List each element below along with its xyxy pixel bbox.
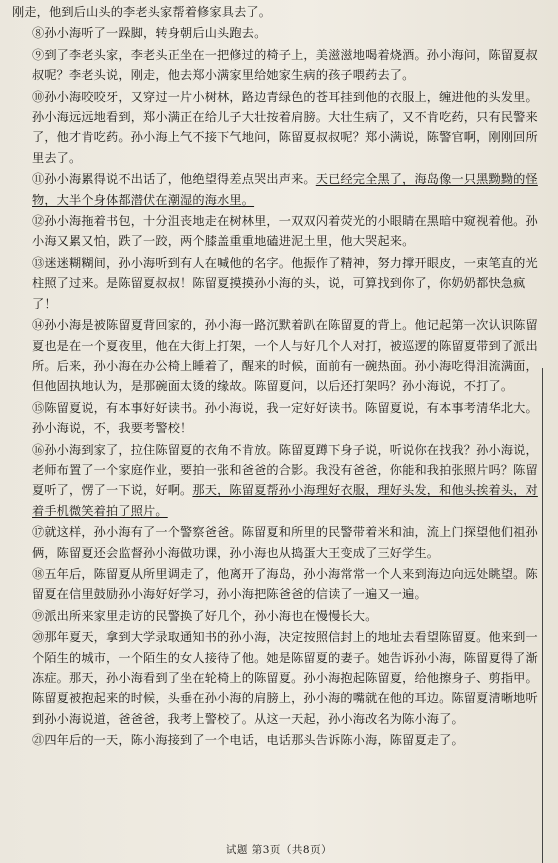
- paragraph-p10: [12, 87, 540, 169]
- paragraph-p20: [12, 627, 540, 729]
- story-text: [12, 2, 540, 751]
- paragraph-p19: [12, 606, 540, 626]
- text-run: ⑧孙小海听了一跺脚，转身朝后山头跑去。: [32, 26, 267, 41]
- text-run: ⑰就这样，孙小海有了一个警察爸爸。陈留夏和所里的民警带着米和油，流上门探望他们祖孙俩，陈留夏还会监督孙小海做功课，孙小海也从捣蛋大王变成了三好学生。: [32, 525, 538, 560]
- paragraph-p21: [12, 730, 540, 750]
- text-run: ⑩孙小海咬咬牙，又穿过一片小树林，路边青绿色的苍耳挂到他的衣服上，缠进他的头发里。孙小海远远地看到，郑小满正在给儿子大壮按着肩膀。大壮生病了，又不肯吃药，只有民警来了，他才肯吃药。孙小海上气不接下气地问，陈留夏叔叔呢？郑小满说，陈警官啊，刚刚回所里去了。: [32, 89, 538, 165]
- paragraph-p9: [12, 45, 540, 86]
- text-run: ⑮陈留夏说，有本事好好读书。孙小海说，我一定好好读书。陈留夏说，有本事考清华北大。孙小海说，不，我要考警校！: [32, 400, 538, 436]
- paragraph-p7_tail: [12, 2, 540, 22]
- text-run: ⑭孙小海是被陈留夏背回家的，孙小海一路沉默着趴在陈留夏的背上。他记起第一次认识陈留夏也是在一个夏夜里，他在大街上打架，一个人与好几个人对打，被巡逻的陈留夏带到了派出所。后来，孙小海在办公椅上睡着了，醒来的时候，面前有一碗热面。孙小海吃得泪流满面，但他固执地认为，是那碗面太烫的缘故。陈留夏问，以后还打架吗？孙小海说，不打了。: [32, 318, 538, 394]
- underlined-sentence: 那天，陈留夏帮孙小海理好衣服，理好头发，和他头挨着头，对着手机微笑着拍了照片。: [32, 483, 538, 518]
- text-run: ⑫孙小海拖着书包，十分沮丧地走在树林里，一双双闪着荧光的小眼睛在黑暗中窥视着他。孙小海又累又怕，跌了一跤，两个膝盖重重地磕进泥土里，他大哭起来。: [32, 214, 538, 249]
- text-run: 刚走，他到后山头的李老头家帮着修家具去了。: [12, 5, 272, 19]
- text-run: ⑬迷迷糊糊间，孙小海听到有人在喊他的名字。他振作了精神，努力撑开眼皮，一束笔直的光柱照了过来。是陈留夏叔叔！陈留夏摸摸孙小海的头，说，可算找到你了，你奶奶都快急疯了！: [32, 255, 538, 311]
- text-run: ⑲派出所来家里走访的民警换了好几个，孙小海也在慢慢长大。: [32, 608, 378, 623]
- text-run: ⑳那年夏天，拿到大学录取通知书的孙小海，决定按照信封上的地址去看望陈留夏。他来到一个陌生的城市，一个陌生的女人接待了他。她是陈留夏的妻子。她告诉孙小海，陈留夏得了渐冻症。那天，孙小海看到了坐在轮椅上的陈留夏。孙小海抱起陈留夏，给他擦身子、剪指甲。陈留夏被抱起来的时候，头垂在孙小海的肩膀上，孙小海的嘴就在他的耳边。陈留夏清晰地听到孙小海说道，爸爸爸，我考上警校了。从这一天起，孙小海改名为陈小海了。: [32, 630, 538, 726]
- text-run: ⑯孙小海到家了，拉住陈留夏的衣角不肯放。陈留夏蹲下身子说，听说你在找我？孙小海说，老师布置了一个家庭作业，要拍一张和爸爸的合影。我没有爸爸，你能和我拍张照片吗？陈留夏听了，愣了一下说，好啊。: [32, 442, 538, 498]
- text-run: ㉑四年后的一天，陈小海接到了一个电话，电话那头告诉陈小海，陈留夏走了。: [32, 733, 464, 748]
- paragraph-p12: [12, 211, 540, 252]
- paragraph-p17: [12, 522, 540, 563]
- paragraph-p11: [12, 169, 540, 210]
- text-run: ⑨到了李老头家，李老头正坐在一把修过的椅子上，美滋滋地喝着烧酒。孙小海问，陈留夏叔叔呢？李老头说，刚走，他去郑小满家里给她家生病的孩子喂药去了。: [32, 47, 538, 83]
- text-run: ⑱五年后，陈留夏从所里调走了，他离开了海岛，孙小海常常一个人来到海边向远处眺望。陈留夏在信里鼓励孙小海好好学习，孙小海把陈爸爸的信读了一遍又一遍。: [32, 566, 538, 602]
- margin-rule: [542, 368, 543, 863]
- underlined-sentence: 天已经完全黑了，海岛像一只黑黝黝的怪物，大半个身体都潜伏在潮湿的海水里。: [32, 172, 538, 207]
- paragraph-p13: [12, 253, 540, 314]
- text-run: ⑪孙小海累得说不出话了，他绝望得差点哭出声来。: [32, 172, 316, 187]
- page-footer: 试题 第3页（共8页）: [225, 844, 333, 856]
- paragraph-p14: [12, 315, 540, 397]
- paragraph-p8: [12, 23, 540, 43]
- paragraph-p18: [12, 564, 540, 605]
- paragraph-p15: [12, 398, 540, 439]
- paragraph-p16: [12, 440, 540, 522]
